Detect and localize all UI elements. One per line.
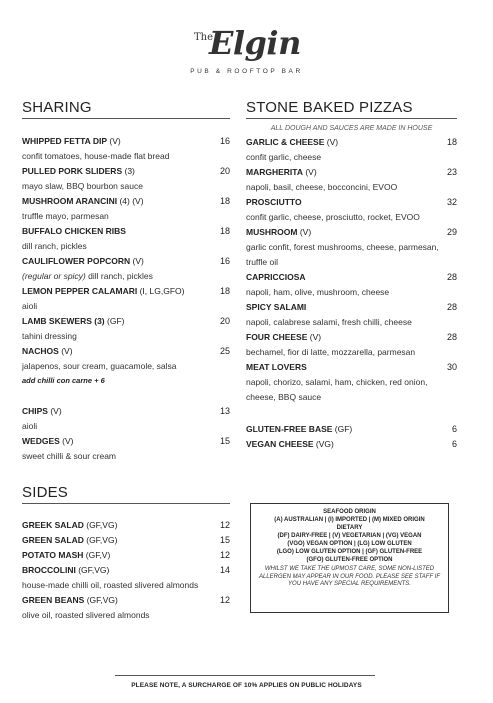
item-name: CHIPS (V) [22,406,62,416]
item-desc: truffle mayo, parmesan [22,211,109,221]
dietary-line: (VGO) VEGAN OPTION | (LG) LOW GLUTEN [287,541,412,547]
item-price: 18 [446,137,457,147]
item-desc: sweet chilli & sour cream [22,451,117,461]
item-desc: aioli [22,301,38,311]
menu-item [22,593,230,623]
dietary-line: (LGO) LOW GLUTEN OPTION | (GF) GLUTEN-FREE [276,549,423,555]
item-name: WEDGES (V) [22,436,74,446]
sides-divider [22,503,230,504]
item-name: BUFFALO CHICKEN RIBS [22,226,126,236]
dietary-line: (GFO) GLUTEN-FREE OPTION [306,557,393,563]
item-price: 6 [451,439,457,449]
item-price: 30 [446,362,457,372]
item-name: GARLIC & CHEESE (V) [246,137,339,147]
menu-item [246,135,457,165]
item-desc: napoli, basil, cheese, bocconcini, EVOO [246,182,398,192]
menu-item [246,437,457,452]
item-name: SPICY SALAMI [246,302,307,312]
item-name: LEMON PEPPER CALAMARI (I, LG,GFO) [22,286,185,296]
item-name: MARGHERITA (V) [246,167,317,177]
dietary-line: (DF) DAIRY-FREE | (V) VEGETARIAN | (VG) VEGAN [277,533,422,539]
item-price: 18 [219,196,230,206]
item-price: 20 [219,316,230,326]
menu-item [246,300,457,330]
dietary-info-box [250,503,449,613]
item-price: 6 [451,424,457,434]
item-name: BROCCOLINI (GF,VG) [22,565,110,575]
menu-item [22,548,230,563]
menu-item [22,533,230,548]
item-desc: confit tomatoes, house-made flat bread [22,151,170,161]
menu-item [246,195,457,225]
item-price: 15 [219,436,230,446]
item-price: 28 [446,272,457,282]
menu-item [22,314,230,344]
item-price: 12 [219,520,230,530]
allergen-disclaimer: WHILST WE TAKE THE UPMOST CARE, SOME NON-LISTED ALLERGEN MAY APPEAR IN OUR FOOD. PLEASE SEE STAFF IF YOU HAVE ANY SPECIAL REQUIREMENTS. [258,566,441,587]
item-desc: house-made chilli oil, roasted slivered almonds [22,580,199,590]
item-addon: add chilli con carne + 6 [22,376,105,385]
item-desc: mayo slaw, BBQ bourbon sauce [22,181,143,191]
menu-item [22,224,230,254]
brand-name: Elgin [209,24,301,62]
item-desc: dill ranch, pickles [22,241,87,251]
item-name: PULLED PORK SLIDERS (3) [22,166,135,176]
brand-tagline: PUB & ROOFTOP BAR [190,68,303,75]
surcharge-notice: PLEASE NOTE, A SURCHARGE OF 10% APPLIES ON PUBLIC HOLIDAYS [131,682,362,689]
menu-item [246,422,457,437]
item-name: MUSHROOM (V) [246,227,312,237]
item-desc: olive oil, roasted slivered almonds [22,610,150,620]
item-name: MEAT LOVERS [246,362,307,372]
item-price: 12 [219,550,230,560]
item-name: GREEK SALAD (GF,VG) [22,520,118,530]
item-desc: tahini dressing [22,331,77,341]
brand-logo [0,22,493,82]
pizzas-title: STONE BAKED PIZZAS [246,99,413,116]
item-desc: napoli, chorizo, salami, ham, chicken, red onion, cheese, BBQ sauce [246,377,428,402]
menu-item [246,270,457,300]
item-price: 28 [446,302,457,312]
sharing-title: SHARING [22,99,92,116]
brand-the: The [194,32,214,43]
item-desc: confit garlic, cheese [246,152,322,162]
sharing-section [22,97,230,464]
item-price: 15 [219,535,230,545]
item-name: WHIPPED FETTA DIP (V) [22,136,121,146]
menu-item [22,134,230,164]
menu-item [246,330,457,360]
item-name: FOUR CHEESE (V) [246,332,322,342]
item-name: CAPRICCIOSA [246,272,306,282]
item-desc: bechamel, fior di latte, mozzarella, parmesan [246,347,416,357]
item-name: NACHOS (V) [22,346,73,356]
sides-title: SIDES [22,484,69,501]
footer-divider [115,675,375,676]
item-name: GREEN BEANS (GF,VG) [22,595,118,605]
item-price: 29 [446,227,457,237]
item-price: 28 [446,332,457,342]
menu-item [246,225,457,270]
pizzas-section [246,97,457,452]
item-price: 13 [219,406,230,416]
sides-section [22,482,230,623]
item-name: LAMB SKEWERS (3) (GF) [22,316,125,326]
menu-item [22,404,230,434]
dietary-title: DIETARY [336,525,363,531]
item-desc: garlic confit, forest mushrooms, cheese, parmesan, truffle oil [246,242,439,267]
item-name: POTATO MASH (GF,V) [22,550,111,560]
item-price: 16 [219,136,230,146]
menu-item [246,165,457,195]
menu-item [22,254,230,284]
item-name: GLUTEN-FREE BASE (GF) [246,424,353,434]
item-desc: jalapenos, sour cream, guacamole, salsa [22,361,177,371]
item-price: 23 [446,167,457,177]
pizzas-note: ALL DOUGH AND SAUCES ARE MADE IN HOUSE [270,125,433,132]
menu-item [22,194,230,224]
item-price: 14 [219,565,230,575]
seafood-origin-text: (A) AUSTRALIAN | (I) IMPORTED | (M) MIXED ORIGIN [274,517,425,523]
item-price: 20 [219,166,230,176]
item-desc: aioli [22,421,38,431]
item-name: PROSCIUTTO [246,197,302,207]
item-name: VEGAN CHEESE (VG) [246,439,334,449]
menu-item [246,360,457,405]
item-name: CAULIFLOWER POPCORN (V) [22,256,144,266]
pizzas-divider [246,118,457,119]
menu-item [22,434,230,464]
menu-item [22,164,230,194]
menu-item [22,518,230,533]
item-desc: napoli, ham, olive, mushroom, cheese [246,287,390,297]
item-name: MUSHROOM ARANCINI (4) (V) [22,196,144,206]
item-desc: (regular or spicy) dill ranch, pickles [22,271,153,281]
seafood-origin-title: SEAFOOD ORIGIN [323,509,376,515]
item-price: 32 [446,197,457,207]
item-price: 25 [219,346,230,356]
item-desc: confit garlic, cheese, prosciutto, rocket, EVOO [246,212,420,222]
item-price: 16 [219,256,230,266]
item-name: GREEN SALAD (GF,VG) [22,535,118,545]
menu-item [22,344,230,388]
item-price: 18 [219,226,230,236]
menu-item [22,563,230,593]
item-price: 12 [219,595,230,605]
item-price: 18 [219,286,230,296]
sharing-divider [22,118,230,119]
menu-item [22,284,230,314]
item-desc: napoli, calabrese salami, fresh chilli, cheese [246,317,412,327]
